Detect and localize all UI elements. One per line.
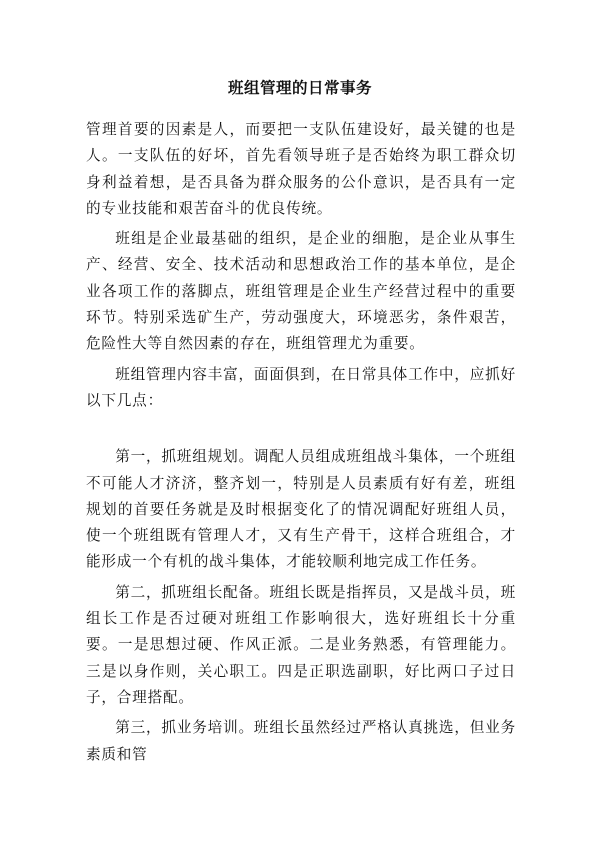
paragraph-point-two: 第二，抓班组长配备。班组长既是指挥员，又是战斗员，班组长工作是否过硬对班组工作影响很大，选好班组长十分重要。一是思想过硬、作风正派。二是业务熟悉，有管理能力。三是以身作则，关心职工。四是正职选副职，好比两口子过日子，合理搭配。 — [86, 583, 516, 706]
paragraph-spacer — [86, 414, 516, 444]
paragraph-intro: 管理首要的因素是人，而要把一支队伍建设好，最关键的也是人。一支队伍的好坏，首先看领导班子是否始终为职工群众切身利益着想，是否具备为群众服务的公仆意识，是否具有一定的专业技能和艰苦奋斗的优良传统。 — [86, 121, 516, 217]
document-title: 班组管理的日常事务 — [227, 79, 372, 97]
paragraph-team-basics: 班组是企业最基础的组织，是企业的细胞，是企业从事生产、经营、安全、技术活动和思想政治工作的基本单位，是企业各项工作的落脚点，班组管理是企业生产经营过程中的重要环节。特别采选矿生产，劳动强度大，环境恶劣，条件艰苦，危险性大等自然因素的存在，班组管理尤为重要。 — [86, 230, 516, 353]
paragraph-point-one: 第一，抓班组规划。调配人员组成班组战斗集体，一个班组不可能人才济济，整齐划一，特别是人员素质有好有差，班组规划的首要任务就是及时根据变化了的情况调配好班组人员，使一个班组既有管理人才，又有生产骨干，这样合班组合，才能形成一个有机的战斗集体，才能较顺利地完成工作任务。 — [86, 448, 516, 571]
paragraph-key-points-intro: 班组管理内容丰富，面面俱到，在日常具体工作中，应抓好以下几点： — [86, 365, 516, 409]
paragraph-point-three: 第三，抓业务培训。班组长虽然经过严格认真挑选，但业务素质和管 — [86, 719, 516, 763]
document-body — [86, 117, 516, 768]
